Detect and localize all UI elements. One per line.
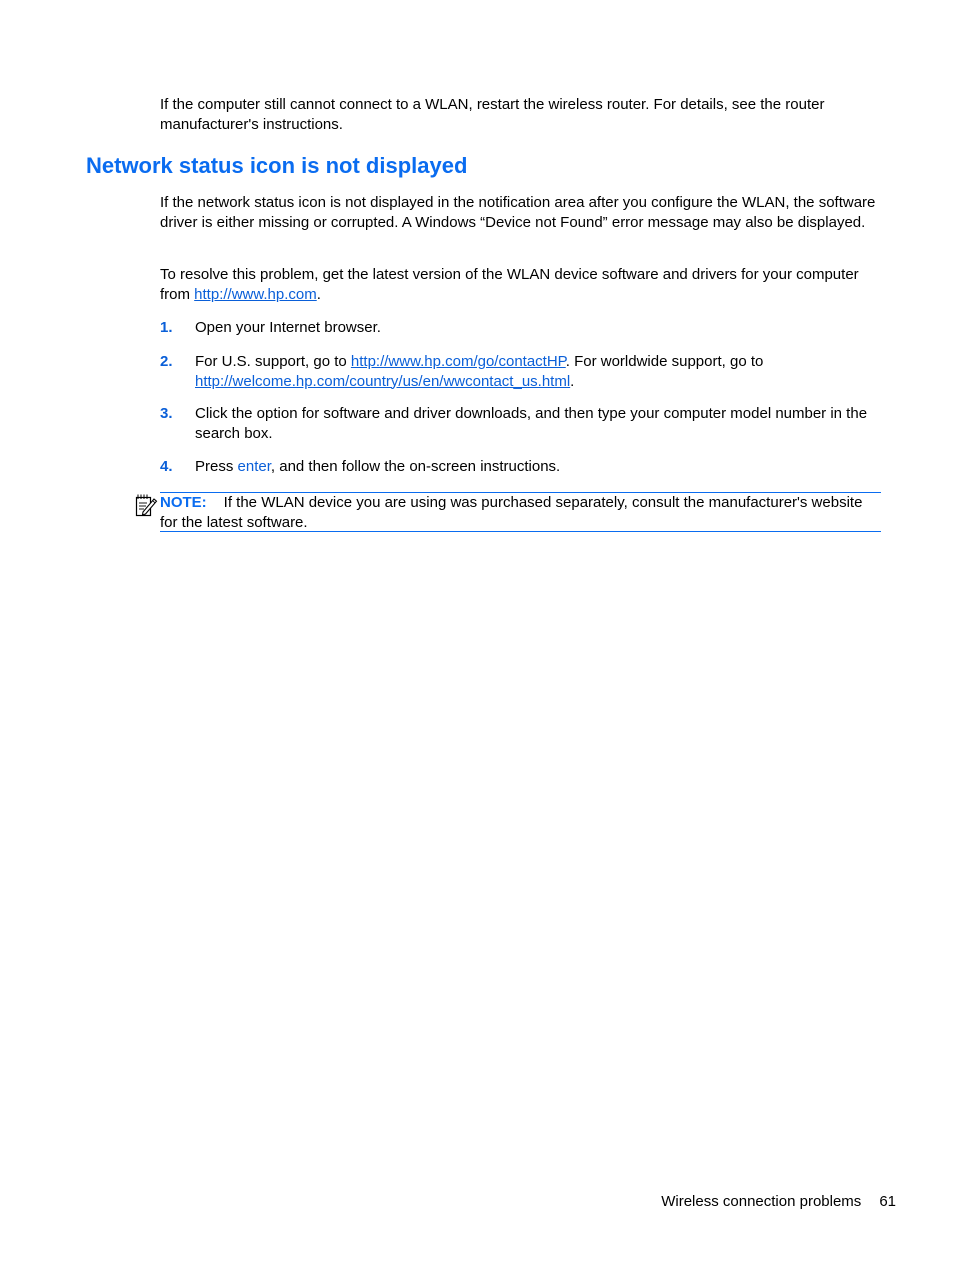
step-text: Open your Internet browser. <box>195 319 381 336</box>
step-text <box>195 352 880 391</box>
step-number: 2. <box>160 353 173 370</box>
step-3 <box>160 404 880 443</box>
enter-key-label: enter <box>237 458 271 475</box>
paragraph-2-end: . <box>316 285 321 303</box>
section-paragraph-2 <box>160 265 880 304</box>
step-number: 4. <box>160 458 173 475</box>
step-1 <box>160 318 880 338</box>
page-number: 61 <box>879 1193 896 1210</box>
step-2-text-middle: . For worldwide support, go to <box>565 353 764 370</box>
step-2 <box>160 352 880 391</box>
step-4-text-before: Press <box>195 458 238 475</box>
us-support-link[interactable]: http://www.hp.com/go/contactHP <box>350 353 566 370</box>
hp-website-link[interactable]: http://www.hp.com <box>194 285 317 303</box>
step-4-text-after: , and then follow the on-screen instructions. <box>270 458 561 475</box>
paragraph-2-text: To resolve this problem, get the latest version of the WLAN device software and drivers for your computer from <box>160 266 859 303</box>
footer-section-title: Wireless connection problems <box>661 1193 862 1210</box>
note-text <box>160 493 881 532</box>
step-number: 1. <box>160 319 173 336</box>
section-heading: Network status icon is not displayed <box>86 153 468 178</box>
step-4 <box>160 457 880 477</box>
step-text: Click the option for software and driver downloads, and then type your computer model number in the search box. <box>195 405 868 442</box>
note-pad-icon <box>134 492 158 518</box>
step-2-text-after: . <box>570 372 575 390</box>
note-box <box>160 492 881 532</box>
section-paragraph-1: If the network status icon is not displayed in the notification area after you configure the WLAN, the software driver is either missing or corrupted. A Windows “Device not Found” error message may also be displayed. <box>160 194 876 231</box>
step-number: 3. <box>160 405 173 422</box>
note-body: If the WLAN device you are using was purchased separately, consult the manufacturer's website for the latest software. <box>160 494 863 531</box>
page-footer <box>600 1192 896 1212</box>
step-2-text-before: For U.S. support, go to <box>195 353 351 370</box>
note-label: NOTE: <box>160 494 207 511</box>
step-text <box>195 457 880 477</box>
intro-paragraph: If the computer still cannot connect to a WLAN, restart the wireless router. For details, see the router manufacturer's instructions. <box>160 96 825 133</box>
worldwide-support-link[interactable]: http://welcome.hp.com/country/us/en/wwcontact_us.html <box>195 372 571 390</box>
